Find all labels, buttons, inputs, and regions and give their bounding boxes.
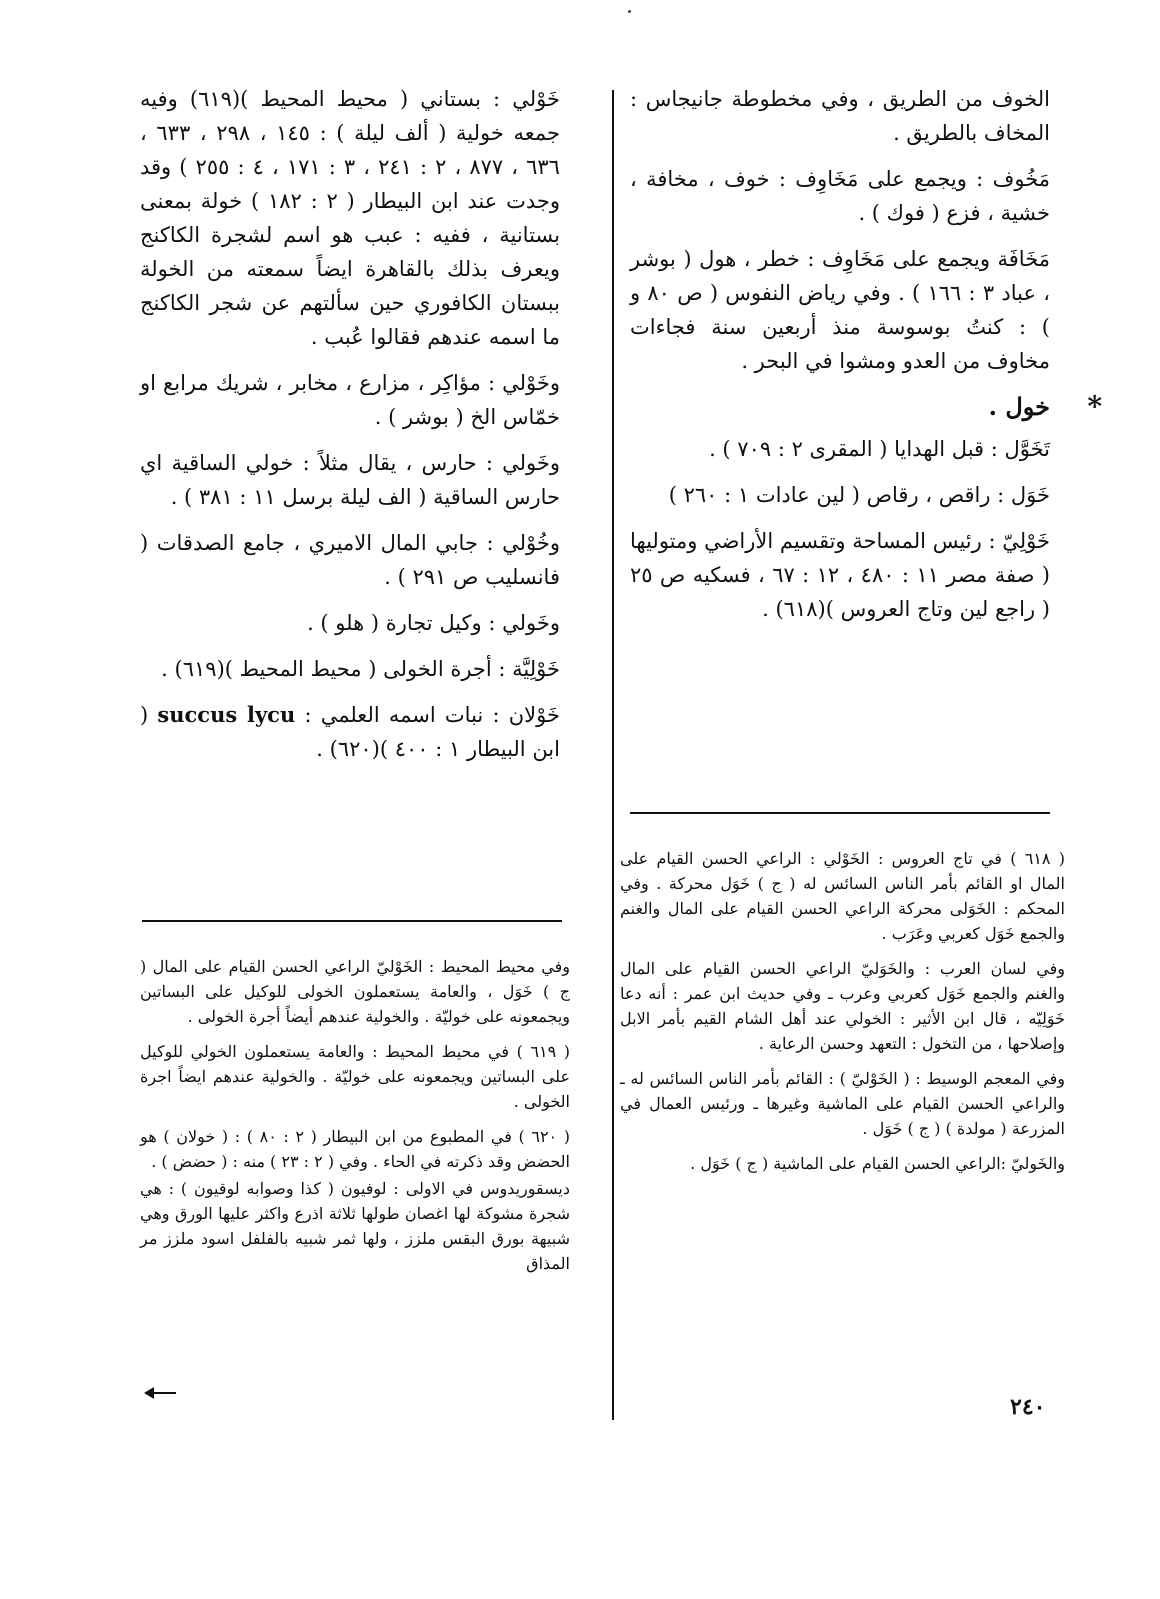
entry-khawli-agent: وخَولي : وكيل تجارة ( هلو ) . — [307, 611, 560, 635]
root-heading-label: خول . — [988, 392, 1050, 421]
entry-takhawwal: تَخَوَّل : قبل الهدايا ( المقرى ٢ : ٧٠٩ ) . — [709, 437, 1050, 461]
footnote-muhit: وفي محيط المحيط : الخَوْليّ الراعي الحسن القيام على المال ( ج ) خَوَل ، والعامة يستعملون الخولى للوكيل على البساتين ويجمعونه على خوليّة . والخولية عندهم أيضاً أجرة الخولى . — [140, 957, 570, 1026]
entry-makhafa: مَخَافَة ويجمع على مَخَاوِف : خطر ، هول ( بوشر ، عباد ٣ : ١٦٦ ) . وفي رياض النفوس ( ص ٨٠ و ) : كنتُ بوسوسة منذ أربعين سنة فجاءات مخاوف من العدو ومشوا في البحر . — [630, 247, 1050, 373]
right-column — [630, 82, 1102, 638]
entry-khawli: خَوْلِيّ : رئيس المساحة وتقسيم الأراضي ومتوليها ( صفة مصر ١١ : ٤٨٠ ، ١٢ : ٦٧ ، فسكيه ص ٢٥ ( راجع لين وتاج العروس )(٦١٨) . — [630, 529, 1050, 621]
entry-khawlan — [140, 698, 560, 766]
column-divider — [612, 90, 614, 1420]
left-column — [140, 82, 560, 778]
page-number: ٢٤٠ — [1010, 1394, 1046, 1420]
continued-arrow-icon — [146, 1392, 176, 1394]
entry-khawli-farmer: وخَوْلي : مؤاكِر ، مزارع ، مخابر ، شريك مرابع او خمّاس الخ ( بوشر ) . — [140, 371, 560, 429]
left-footnote-rule — [142, 920, 562, 922]
entry-khawlan-text: خَوْلان : نبات اسمه العلمي : — [304, 703, 560, 727]
entry-khawli-guard: وخَولي : حارس ، يقال مثلاً : خولي الساقية اي حارس الساقية ( الف ليلة برسل ١١ : ٣٨١ ) . — [140, 451, 560, 509]
footnote-619: ( ٦١٩ ) في محيط المحيط : والعامة يستعملون الخولي للوكيل على البساتين ويجمعونه على خوليّة . والخولية عندهم ايضاً اجرة الخولى . — [140, 1042, 571, 1111]
root-heading — [630, 390, 1102, 424]
entry-text: الخوف من الطريق ، وفي مخطوطة جانيجاس : المخاف بالطريق . — [630, 87, 1050, 145]
entry-khawli-collector: وخُوْلي : جابي المال الاميري ، جامع الصدقات ( فانسليب ص ٢٩١ ) . — [140, 531, 560, 589]
footnote-dioscorides: ديسقوريدوس في الاولى : لوفيون ( كذا وصوابه لوقيون ) : هي شجرة مشوكة لها اغصان طولها ثلاثة اذرع واكثر عليها الورق وهي شبيهة بورق البقس ملزز ، ولها ثمر شبيه بالفلفل اسود ملزز مر المذاق — [140, 1179, 570, 1273]
footnote-618: ( ٦١٨ ) في تاج العروس : الخَوْلي : الراعي الحسن القيام على المال او القائم بأمر الناس السائس له ( ج ) خَوَل محركة . وفي المحكم : الخَوَلى محركة الراعي الحسن القيام على المال والغنم والجمع خَوَل كعربي وعَرَب . — [620, 849, 1065, 943]
star-icon: * — [1087, 390, 1102, 423]
footnote-lisan: وفي لسان العرب : والخَوَليّ الراعي الحسن القيام على المال والغنم والجمع خَوَل كعربي وعرب ـ وفي حديث ابن عمر : أنه دعا خَوَلِيّه ، قال ابن الأثير : الخولي عند أهل الشام القيم بأمر الابل وإصلاحها ، من التخول : التعهد وحسن الرعاية . — [620, 959, 1065, 1053]
scan-speck — [628, 10, 631, 13]
footnote-wasit: وفي المعجم الوسيط : ( الخَوْليّ ) : القائم بأمر الناس السائس له ـ والراعي الحسن القيام على الماشية وغيرها ـ ورئيس العمال في المزرعة ( مولدة ) ( ج ) خَوَل . — [620, 1069, 1065, 1138]
footnote-khawli-herder: والخَوليّ :الراعي الحسن القيام على الماشية ( ج ) خَوَل . — [690, 1154, 1065, 1173]
entry-khawlan-latin: succus lycu — [157, 702, 296, 727]
entry-khawli-gardener: خَوْلي : بستاني ( محيط المحيط )(٦١٩) وفيه جمعه خولية ( ألف ليلة ) : ١٤٥ ، ٢٩٨ ، ٦٣٣ ، ٦٣٦ ، ٨٧٧ ، ٢ : ٢٤١ ، ٣ : ١٧١ ، ٤ : ٢٥٥ ) وقد وجدت عند ابن البيطار ( ٢ : ١٨٢ ) خولة بمعنى بستانية ، ففيه : عبب هو اسم لشجرة الكاكنج ويعرف بذلك بالقاهرة ايضاً سمعته من الخولة ببستان الكافوري حين سألتهم عن شجر الكاكنج ما اسمه عندهم فقالوا عُبب . — [140, 87, 560, 349]
right-footnotes — [620, 846, 1065, 1186]
entry-makhuf: مَخُوف : ويجمع على مَخَاوِف : خوف ، مخافة ، خشية ، فزع ( فوك ) . — [630, 167, 1050, 225]
entry-khawal: خَوَل : راقص ، رقاص ( لين عادات ١ : ٢٦٠ ) — [668, 483, 1050, 507]
right-footnote-rule — [630, 812, 1050, 814]
footnote-620: ( ٦٢٠ ) في المطبوع من ابن البيطار ( ٢ : ٨٠ ) : ( خولان ) هو الحضض وقد ذكرته في الحاء . وفي ( ٢ : ٢٣ ) منه : ( حضض ) . — [140, 1127, 570, 1171]
entry-khawliyya: خَوْلِيَّة : أجرة الخولى ( محيط المحيط )(٦١٩) . — [161, 657, 560, 681]
left-footnotes — [140, 954, 570, 1286]
entry-khawlan-tail: ( ابن البيطار ١ : ٤٠٠ )(٦٢٠) . — [140, 703, 560, 761]
